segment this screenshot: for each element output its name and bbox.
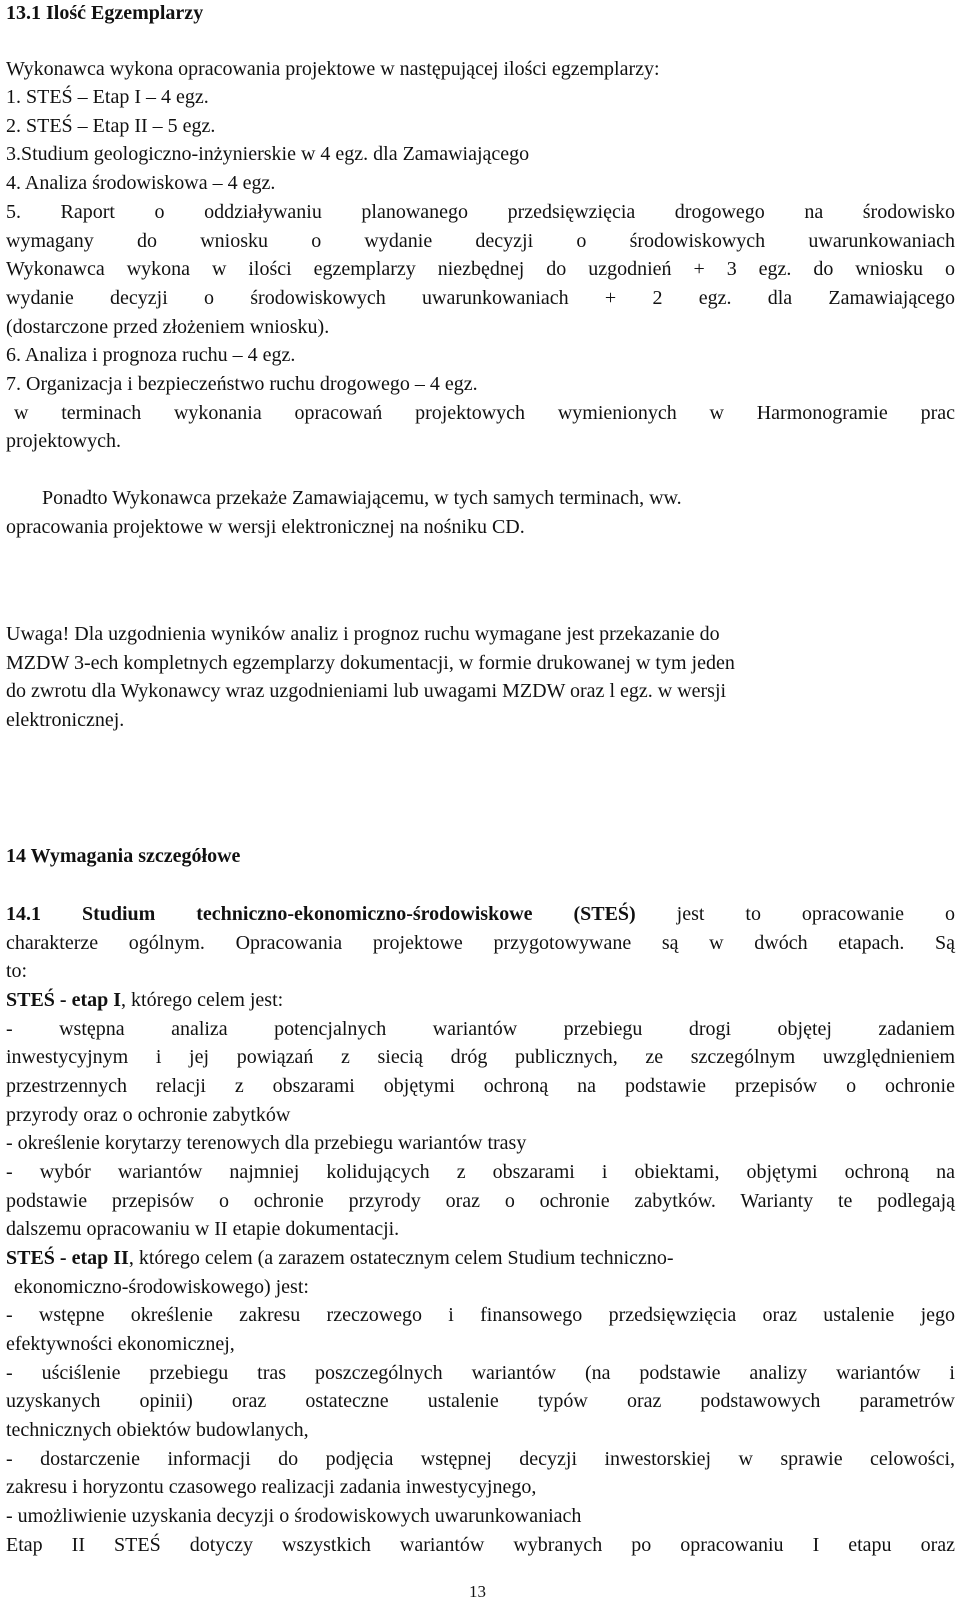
section-14-heading: 14 Wymagania szczegółowe [6,845,241,867]
etap-1-label: STEŚ - etap I [6,989,122,1011]
etap-1-line: inwestycyjnym i jej powiązań z siecią dróg publicznych, ze szczególnym uwzględnieniem [6,1046,955,1068]
list-item-1: 1. STEŚ – Etap I – 4 egz. [6,86,209,108]
etap-2-label: STEŚ - etap II [6,1247,129,1269]
list-item-3: 3.Studium geologiczno-inżynierskie w 4 egz. dla Zamawiającego [6,143,530,165]
etap-2-line: technicznych obiektów budowlanych, [6,1419,309,1441]
subsection-14-1-intro [6,901,955,927]
etap-2-line: - wstępne określenie zakresu rzeczowego i finansowego przedsięwzięcia oraz ustalenie jego [6,1304,955,1326]
subsection-14-1-text: jest to opracowanie o [635,903,956,925]
etap-2-line: - umożliwienie uzyskania decyzji o środowiskowych uwarunkowaniach [6,1505,582,1527]
note-line: Uwaga! Dla uzgodnienia wyników analiz i prognoz ruchu wymagane jest przekazanie do [6,623,720,645]
etap-1-line: przestrzennych relacji z obszarami objętymi ochroną na podstawie przepisów o ochronie [6,1075,955,1097]
list-item-5-line: wymagany do wniosku o wydanie decyzji o środowiskowych uwarunkowaniach [6,230,955,252]
deadline-line: w terminach wykonania opracowań projektowych wymienionych w Harmonogramie prac [14,402,955,424]
additional-paragraph-line: opracowania projektowe w wersji elektronicznej na nośniku CD. [6,516,525,538]
etap-2-line: - uściślenie przebiegu tras poszczególnych wariantów (na podstawie analizy wariantów i [6,1362,955,1384]
page-number: 13 [469,1582,486,1601]
subsection-14-1-line: charakterze ogólnym. Opracowania projektowe przygotowywane są w dwóch etapach. Są [6,932,955,954]
etap-1-line: - określenie korytarzy terenowych dla przebiegu wariantów trasy [6,1132,527,1154]
etap-1-line: - wstępna analiza potencjalnych wariantów przebiegu drogi objętej zadaniem [6,1018,955,1040]
list-item-2: 2. STEŚ – Etap II – 5 egz. [6,115,216,137]
etap-2-line: - dostarczenie informacji do podjęcia wstępnej decyzji inwestorskiej w sprawie celowości, [6,1448,955,1470]
list-item-5-line: (dostarczone przed złożeniem wniosku). [6,316,330,338]
etap-1-line: podstawie przepisów o ochronie przyrody oraz o ochronie zabytków. Warianty te podlegają [6,1190,955,1212]
subsection-14-1-heading: 14.1 Studium techniczno-ekonomiczno-środowiskowe (STEŚ) [6,903,636,925]
list-item-6: 6. Analiza i prognoza ruchu – 4 egz. [6,344,296,366]
list-item-5-line: Wykonawca wykona w ilości egzemplarzy niezbędnej do uzgodnień + 3 egz. do wniosku o [6,258,955,280]
list-item-5-line: wydanie decyzji o środowiskowych uwarunkowaniach + 2 egz. dla Zamawiającego [6,287,955,309]
section-13-1-heading: 13.1 Ilość Egzemplarzy [6,2,204,24]
etap-1-line: - wybór wariantów najmniej kolidujących z obszarami i obiektami, objętymi ochroną na [6,1161,955,1183]
intro-paragraph: Wykonawca wykona opracowania projektowe w następującej ilości egzemplarzy: [6,58,660,80]
etap-2-line: ekonomiczno-środowiskowego) jest: [14,1276,309,1298]
etap-1-line: dalszemu opracowaniu w II etapie dokumentacji. [6,1218,400,1240]
list-item-4: 4. Analiza środowiskowa – 4 egz. [6,172,276,194]
etap-1-line: przyrody oraz o ochronie zabytków [6,1104,291,1126]
etap-1-text: , którego celem jest: [121,989,284,1011]
list-item-5-line: 5. Raport o oddziaływaniu planowanego przedsięwzięcia drogowego na środowisko [6,201,955,223]
note-line: elektronicznej. [6,709,125,731]
etap-2-line: efektywności ekonomicznej, [6,1333,235,1355]
etap-2-line: zakresu i horyzontu czasowego realizacji zadania inwestycyjnego, [6,1476,537,1498]
etap-2-text: , którego celem (a zarazem ostatecznym celem Studium techniczno- [128,1247,674,1269]
note-line: do zwrotu dla Wykonawcy wraz uzgodnieniami lub uwagami MZDW oraz l egz. w wersji [6,680,727,702]
note-line: MZDW 3-ech kompletnych egzemplarzy dokumentacji, w formie drukowanej w tym jeden [6,652,735,674]
etap-2-line: Etap II STEŚ dotyczy wszystkich wariantów wybranych po opracowaniu I etapu oraz [6,1534,955,1556]
additional-paragraph-line: Ponadto Wykonawca przekaże Zamawiającemu, w tych samych terminach, ww. [42,487,682,509]
subsection-14-1-line: to: [6,960,28,982]
deadline-line: projektowych. [6,430,121,452]
etap-2-intro [6,1245,674,1271]
etap-1-intro [6,987,283,1013]
list-item-7: 7. Organizacja i bezpieczeństwo ruchu drogowego – 4 egz. [6,373,478,395]
etap-2-line: uzyskanych opinii) oraz ostateczne ustalenie typów oraz podstawowych parametrów [6,1390,955,1412]
